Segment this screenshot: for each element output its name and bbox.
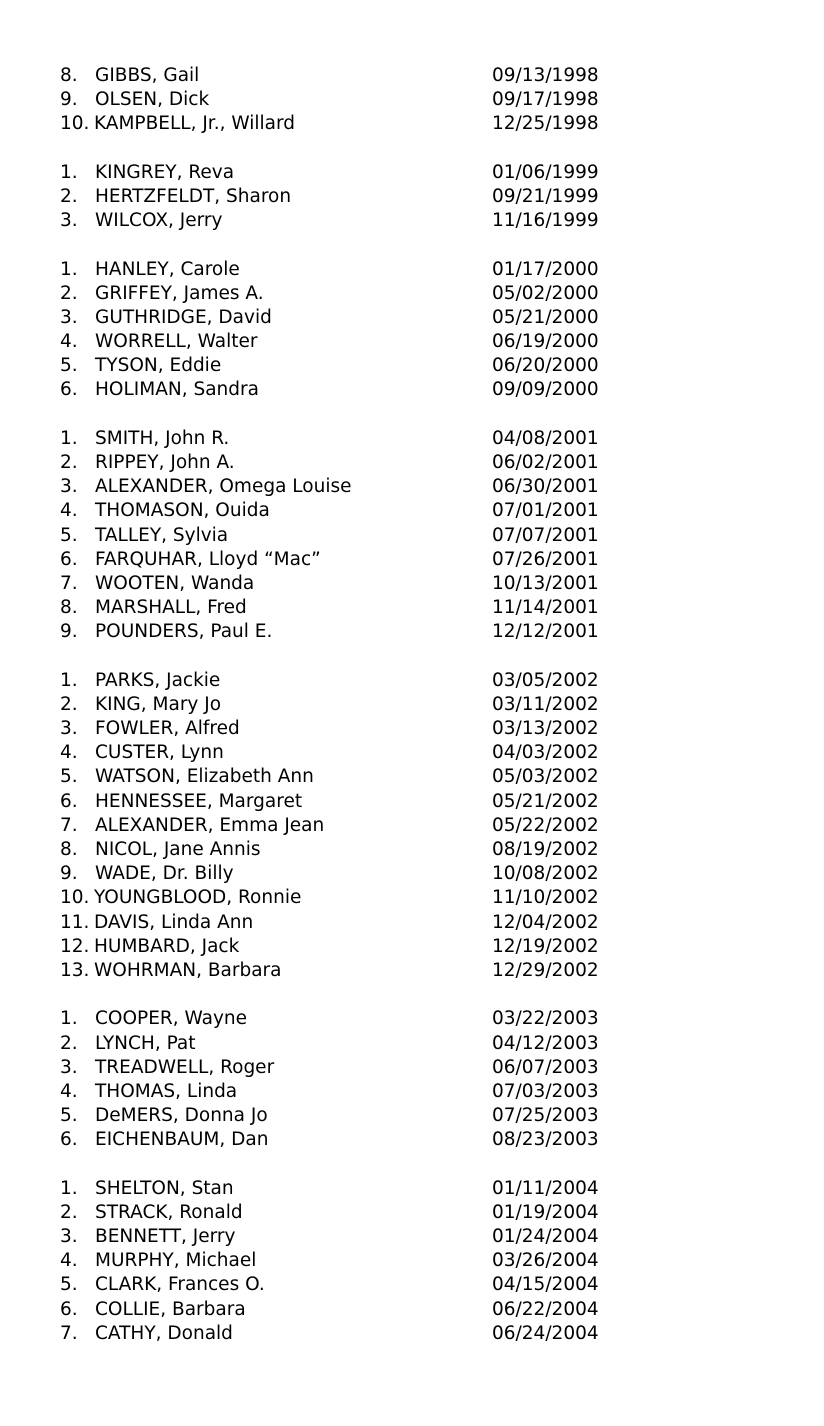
entry-name: GIBBS, Gail xyxy=(95,65,200,86)
entry-number: 3. xyxy=(60,476,78,498)
entry-row xyxy=(60,790,760,814)
entry-name: WATSON, Elizabeth Ann xyxy=(95,766,314,788)
entry-row xyxy=(60,209,760,233)
entry-row xyxy=(60,1298,760,1322)
entry-date: 12/25/1998 xyxy=(492,113,599,135)
entry-row xyxy=(60,1322,760,1346)
entry-date: 04/12/2003 xyxy=(492,1032,599,1054)
entry-row xyxy=(60,258,760,282)
entry-row xyxy=(60,886,760,910)
entry-date: 01/06/1999 xyxy=(492,161,599,183)
entry-date: 05/03/2002 xyxy=(492,766,599,788)
entry-name: WOOTEN, Wanda xyxy=(95,572,255,594)
entry-date: 06/22/2004 xyxy=(492,1298,599,1320)
entry-name: DeMERS, Donna Jo xyxy=(95,1105,268,1127)
entry-date: 10/08/2002 xyxy=(492,863,599,885)
entry-row xyxy=(60,572,760,596)
entry-date: 08/19/2002 xyxy=(492,839,599,860)
entry-number: 4. xyxy=(60,742,78,764)
entry-number: 5. xyxy=(60,1105,78,1127)
entry-row xyxy=(60,693,760,717)
entry-row xyxy=(60,717,760,741)
entry-row xyxy=(60,548,760,572)
entry-row xyxy=(60,1128,760,1152)
entry-date: 09/17/1998 xyxy=(492,89,599,111)
entry-number: 1. xyxy=(60,161,78,183)
entry-name: KAMPBELL, Jr., Willard xyxy=(94,113,296,135)
entry-name: HUMBARD, Jack xyxy=(94,935,240,957)
entry-name: COOPER, Wayne xyxy=(95,1008,248,1030)
entry-row xyxy=(60,112,760,136)
entry-date: 12/04/2002 xyxy=(492,911,599,933)
entry-number: 2. xyxy=(60,1201,78,1223)
entry-name: HOLIMAN, Sandra xyxy=(95,379,259,401)
entry-name: CLARK, Frances O. xyxy=(95,1274,265,1296)
entry-name: WADE, Dr. Billy xyxy=(95,863,234,885)
entry-number: 6. xyxy=(60,379,78,401)
entry-date: 06/30/2001 xyxy=(492,476,599,498)
entry-date: 12/12/2001 xyxy=(492,621,599,643)
entry-name: ALEXANDER, Emma Jean xyxy=(95,814,325,836)
entry-date: 09/21/1999 xyxy=(492,185,599,207)
entry-number: 2. xyxy=(60,693,78,715)
document-list xyxy=(60,64,760,1370)
entry-date: 06/19/2000 xyxy=(492,331,599,353)
entry-row xyxy=(60,741,760,765)
entry-row xyxy=(60,1080,760,1104)
entry-number: 4. xyxy=(60,1080,78,1102)
entry-row xyxy=(60,88,760,112)
entry-name: TYSON, Eddie xyxy=(95,355,222,377)
entry-name: GRIFFEY, James A. xyxy=(95,282,264,304)
entry-number: 8. xyxy=(60,839,78,860)
entry-row xyxy=(60,765,760,789)
entry-number: 6. xyxy=(60,1298,78,1320)
entry-number: 7. xyxy=(60,1322,78,1344)
entry-number: 9. xyxy=(60,863,78,885)
entry-date: 03/13/2002 xyxy=(492,718,599,740)
entry-number: 7. xyxy=(60,572,78,594)
entry-date: 03/22/2003 xyxy=(492,1008,599,1030)
entry-number: 6. xyxy=(60,548,78,570)
entry-date: 01/24/2004 xyxy=(492,1226,599,1247)
entry-number: 3. xyxy=(60,210,78,232)
entry-date: 01/17/2000 xyxy=(492,258,599,280)
entry-row xyxy=(60,911,760,935)
entry-date: 07/25/2003 xyxy=(492,1105,599,1127)
entry-date: 04/15/2004 xyxy=(492,1274,599,1296)
entry-date: 06/02/2001 xyxy=(492,452,599,473)
entry-date: 03/05/2002 xyxy=(492,669,599,691)
entry-name: LYNCH, Pat xyxy=(95,1032,196,1054)
entry-number: 3. xyxy=(60,306,78,328)
entry-date: 03/26/2004 xyxy=(492,1250,599,1272)
entry-date: 01/11/2004 xyxy=(492,1177,599,1199)
entry-name: POUNDERS, Paul E. xyxy=(95,621,273,643)
entry-name: KINGREY, Reva xyxy=(95,161,235,183)
entry-date: 12/19/2002 xyxy=(492,935,599,957)
entry-date: 07/01/2001 xyxy=(492,500,599,522)
entry-row xyxy=(60,814,760,838)
entry-group xyxy=(60,64,760,137)
entry-group xyxy=(60,669,760,983)
entry-date: 04/08/2001 xyxy=(492,427,599,449)
entry-number: 10. xyxy=(60,887,90,909)
entry-name: MARSHALL, Fred xyxy=(95,597,247,619)
entry-row xyxy=(60,1201,760,1225)
entry-number: 9. xyxy=(60,621,78,643)
entry-date: 09/09/2000 xyxy=(492,379,599,401)
entry-row xyxy=(60,378,760,402)
entry-number: 4. xyxy=(60,500,78,522)
entry-number: 12. xyxy=(60,935,90,957)
entry-row xyxy=(60,330,760,354)
entry-row xyxy=(60,451,760,475)
entry-group xyxy=(60,427,760,645)
entry-row xyxy=(60,1007,760,1031)
entry-row xyxy=(60,1177,760,1201)
entry-row xyxy=(60,1032,760,1056)
entry-name: RIPPEY, John A. xyxy=(95,452,235,473)
entry-row xyxy=(60,499,760,523)
entry-name: WOHRMAN, Barbara xyxy=(94,959,282,981)
entry-number: 7. xyxy=(60,814,78,836)
entry-number: 1. xyxy=(60,1008,78,1030)
entry-name: HENNESSEE, Margaret xyxy=(95,790,303,812)
entry-name: WORRELL, Walter xyxy=(95,331,258,353)
entry-number: 1. xyxy=(60,427,78,449)
entry-date: 05/21/2000 xyxy=(492,306,599,328)
entry-date: 12/29/2002 xyxy=(492,959,599,981)
entry-date: 08/23/2003 xyxy=(492,1129,599,1151)
entry-name: EICHENBAUM, Dan xyxy=(95,1129,269,1151)
entry-row xyxy=(60,1249,760,1273)
entry-name: YOUNGBLOOD, Ronnie xyxy=(94,887,302,909)
entry-number: 8. xyxy=(60,597,78,619)
entry-name: FARQUHAR, Lloyd “Mac” xyxy=(95,548,321,570)
entry-name: THOMASON, Ouida xyxy=(95,500,270,522)
entry-name: TALLEY, Sylvia xyxy=(95,524,229,546)
entry-number: 1. xyxy=(60,258,78,280)
entry-date: 01/19/2004 xyxy=(492,1201,599,1223)
entry-date: 07/07/2001 xyxy=(492,524,599,546)
entry-row xyxy=(60,935,760,959)
entry-name: FOWLER, Alfred xyxy=(95,718,240,740)
entry-row xyxy=(60,306,760,330)
entry-name: WILCOX, Jerry xyxy=(95,210,223,232)
entry-name: HERTZFELDT, Sharon xyxy=(95,185,292,207)
entry-name: SMITH, John R. xyxy=(95,427,230,449)
entry-date: 09/13/1998 xyxy=(492,65,599,86)
entry-row xyxy=(60,959,760,983)
entry-row xyxy=(60,64,760,88)
entry-name: CUSTER, Lynn xyxy=(95,742,224,764)
entry-row xyxy=(60,524,760,548)
entry-date: 06/20/2000 xyxy=(492,355,599,377)
entry-number: 6. xyxy=(60,790,78,812)
entry-group xyxy=(60,1177,760,1346)
entry-row xyxy=(60,1225,760,1249)
entry-date: 04/03/2002 xyxy=(492,742,599,764)
entry-name: THOMAS, Linda xyxy=(95,1080,238,1102)
entry-number: 9. xyxy=(60,89,78,111)
entry-row xyxy=(60,862,760,886)
entry-number: 10. xyxy=(60,113,90,135)
entry-row xyxy=(60,282,760,306)
entry-number: 5. xyxy=(60,1274,78,1296)
entry-name: MURPHY, Michael xyxy=(95,1250,257,1272)
entry-number: 2. xyxy=(60,282,78,304)
entry-number: 3. xyxy=(60,718,78,740)
entry-number: 8. xyxy=(60,65,78,86)
entry-number: 2. xyxy=(60,452,78,473)
entry-number: 5. xyxy=(60,766,78,788)
entry-date: 07/03/2003 xyxy=(492,1080,599,1102)
entry-row xyxy=(60,161,760,185)
entry-number: 13. xyxy=(60,959,90,981)
entry-number: 1. xyxy=(60,1177,78,1199)
entry-date: 06/07/2003 xyxy=(492,1056,599,1078)
entry-number: 2. xyxy=(60,1032,78,1054)
entry-date: 05/02/2000 xyxy=(492,282,599,304)
entry-date: 11/14/2001 xyxy=(492,597,599,619)
entry-name: TREADWELL, Roger xyxy=(95,1056,275,1078)
entry-row xyxy=(60,669,760,693)
entry-number: 3. xyxy=(60,1056,78,1078)
entry-row xyxy=(60,596,760,620)
entry-number: 1. xyxy=(60,669,78,691)
entry-date: 05/21/2002 xyxy=(492,790,599,812)
entry-name: HANLEY, Carole xyxy=(95,258,240,280)
entry-group xyxy=(60,161,760,234)
entry-date: 06/24/2004 xyxy=(492,1322,599,1344)
entry-number: 2. xyxy=(60,185,78,207)
entry-group xyxy=(60,258,760,403)
entry-row xyxy=(60,838,760,862)
entry-name: KING, Mary Jo xyxy=(95,693,222,715)
entry-group xyxy=(60,1007,760,1152)
entry-number: 3. xyxy=(60,1226,78,1247)
entry-date: 11/16/1999 xyxy=(492,210,599,232)
entry-name: CATHY, Donald xyxy=(95,1322,233,1344)
entry-number: 6. xyxy=(60,1129,78,1151)
entry-row xyxy=(60,427,760,451)
entry-name: SHELTON, Stan xyxy=(95,1177,234,1199)
entry-name: BENNETT, Jerry xyxy=(95,1226,236,1247)
entry-name: NICOL, Jane Annis xyxy=(95,839,261,860)
entry-number: 5. xyxy=(60,355,78,377)
entry-date: 11/10/2002 xyxy=(492,887,599,909)
entry-row xyxy=(60,185,760,209)
entry-date: 10/13/2001 xyxy=(492,572,599,594)
entry-name: OLSEN, Dick xyxy=(95,89,210,111)
entry-name: PARKS, Jackie xyxy=(95,669,221,691)
entry-row xyxy=(60,1056,760,1080)
entry-row xyxy=(60,354,760,378)
entry-date: 05/22/2002 xyxy=(492,814,599,836)
entry-name: GUTHRIDGE, David xyxy=(95,306,272,328)
entry-name: STRACK, Ronald xyxy=(95,1201,243,1223)
entry-row xyxy=(60,620,760,644)
entry-number: 4. xyxy=(60,1250,78,1272)
entry-number: 5. xyxy=(60,524,78,546)
entry-name: DAVIS, Linda Ann xyxy=(94,911,254,933)
entry-number: 4. xyxy=(60,331,78,353)
entry-name: ALEXANDER, Omega Louise xyxy=(95,476,352,498)
entry-date: 07/26/2001 xyxy=(492,548,599,570)
entry-date: 03/11/2002 xyxy=(492,693,599,715)
entry-name: COLLIE, Barbara xyxy=(95,1298,246,1320)
entry-row xyxy=(60,475,760,499)
entry-number: 11. xyxy=(60,911,90,933)
entry-row xyxy=(60,1273,760,1297)
entry-row xyxy=(60,1104,760,1128)
